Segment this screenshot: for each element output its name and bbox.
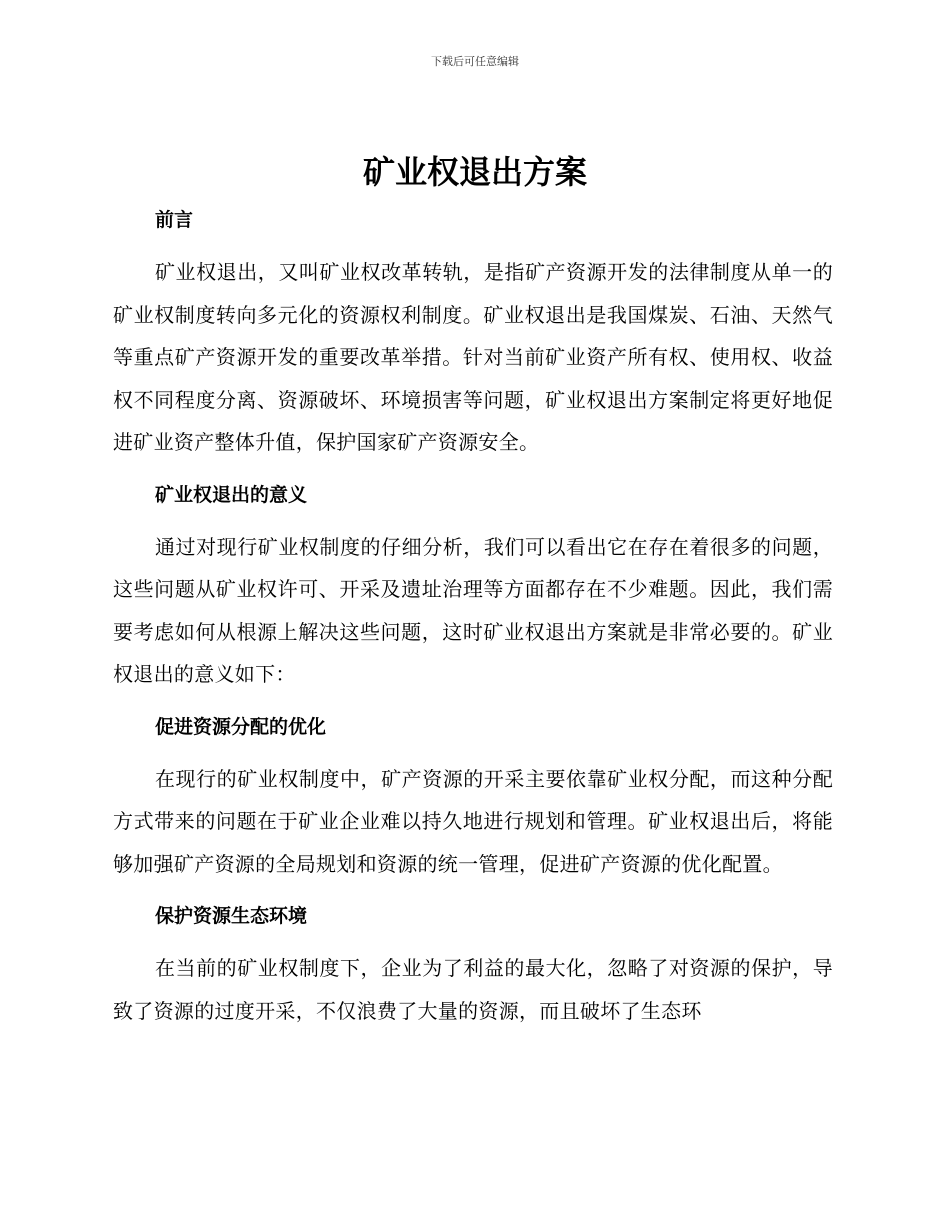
document-body — [113, 199, 833, 1042]
section-significance — [113, 474, 833, 696]
section-paragraph: 矿业权退出，又叫矿业权改革转轨，是指矿产资源开发的法律制度从单一的矿业权制度转向多元化的资源权利制度。矿业权退出是我国煤炭、石油、天然气等重点矿产资源开发的重要改革举措。针对当前矿业资产所有权、使用权、收益权不同程度分离、资源破坏、环境损害等问题，矿业权退出方案制定将更好地促进矿业资产整体升值，保护国家矿产资源安全。 — [113, 260, 833, 454]
section-paragraph: 在当前的矿业权制度下，企业为了利益的最大化，忽略了对资源的保护，导致了资源的过度开采，不仅浪费了大量的资源，而且破坏了生态环 — [113, 956, 833, 1023]
section-heading: 促进资源分配的优化 — [155, 715, 327, 738]
header-note: 下载后可任意编辑 — [431, 55, 519, 68]
section-paragraph: 通过对现行矿业权制度的仔细分析，我们可以看出它在存在着很多的问题，这些问题从矿业权许可、开采及遗址治理等方面都存在不少难题。因此，我们需要考虑如何从根源上解决这些问题，这时矿业权退出方案就是非常必要的。矿业权退出的意义如下： — [113, 534, 833, 686]
section-resource-allocation — [113, 706, 833, 886]
section-paragraph: 在现行的矿业权制度中，矿产资源的开采主要依靠矿业权分配，而这种分配方式带来的问题在于矿业企业难以持久地进行规划和管理。矿业权退出后，将能够加强矿产资源的全局规划和资源的统一管理，促进矿产资源的优化配置。 — [113, 766, 833, 876]
section-preface — [113, 199, 833, 464]
section-heading: 保护资源生态环境 — [155, 905, 308, 927]
section-heading: 矿业权退出的意义 — [155, 483, 308, 506]
section-ecology-protection — [113, 895, 833, 1032]
document-title: 矿业权退出方案 — [362, 153, 587, 191]
section-heading: 前言 — [155, 209, 194, 231]
